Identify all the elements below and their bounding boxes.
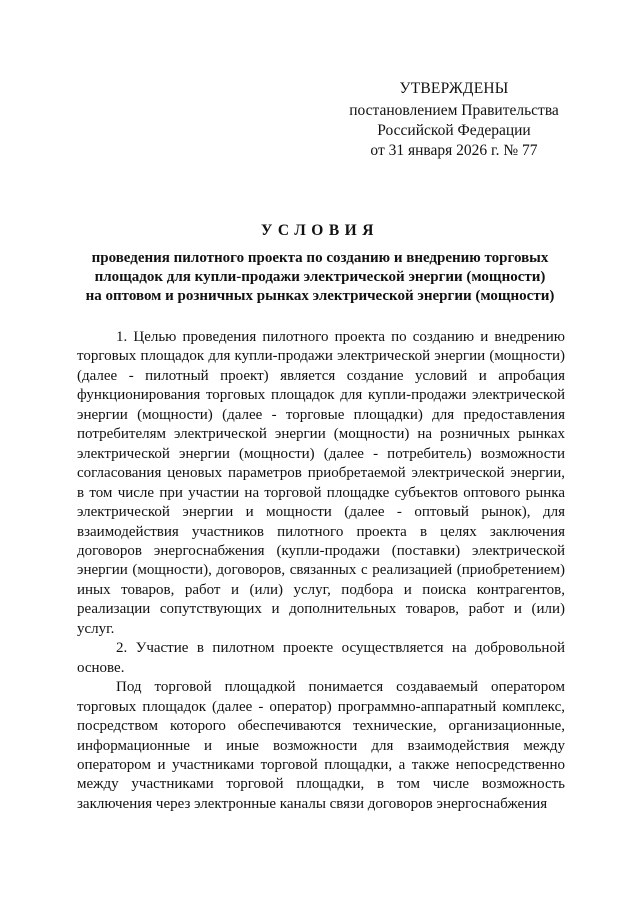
- approval-line-2: Российской Федерации: [377, 122, 531, 139]
- document-title: УСЛОВИЯ: [261, 222, 379, 239]
- approval-line-1: постановлением Правительства: [349, 102, 559, 119]
- subtitle-line-1: проведения пилотного проекта по созданию и внедрению торговых: [91, 250, 549, 266]
- approval-heading: УТВЕРЖДЕНЫ: [399, 80, 509, 97]
- paragraph-1: 1. Целью проведения пилотного проекта по созданию и внедрению торговых площадок для купли-продажи электрической энергии (мощности) (далее - пилотный проект) является создание условий и апробация функционирования торговых площадок для купли-продажи электрической энергии (мощности) (далее - торговые площадки) для предоставления потребителям электрической энергии (мощности) на розничных рынках электрической энергии (мощности) (далее - потребитель) возможности согласования ценовых параметров приобретаемой электрической энергии, в том числе при участии на торговой площадке субъектов оптового рынка электрической энергии и мощности (далее - оптовый рынок), для взаимодействия участников пилотного проекта в целях заключения договоров энергоснабжения (купли-продажи (поставки) электрической энергии (мощности), договоров, связанных с реализацией (приобретением) иных товаров, работ и (или) услуг, подбора и поиска контрагентов, реализации сопутствующих и дополнительных товаров, работ и (или) услуг.: [77, 329, 565, 637]
- document-body: [77, 328, 565, 814]
- approval-line-3: от 31 января 2026 г. № 77: [370, 142, 538, 159]
- paragraph-2: 2. Участие в пилотном проекте осуществляется на добровольной основе.: [77, 640, 565, 676]
- approval-block: [330, 79, 578, 161]
- subtitle-line-2: площадок для купли-продажи электрической энергии (мощности): [94, 269, 546, 285]
- document-subtitle: [60, 249, 580, 306]
- subtitle-line-3: на оптовом и розничных рынках электрической энергии (мощности): [85, 288, 555, 304]
- paragraph-3: Под торговой площадкой понимается создаваемый оператором торговых площадок (далее - оператор) программно-аппаратный комплекс, посредством которого обеспечиваются технические, организационные, информационные и иные возможности для взаимодействия между оператором и участниками торговой площадки, а также непосредственно между участниками торговой площадки, в том числе возможность заключения через электронные каналы связи договоров энергоснабжения: [77, 679, 565, 812]
